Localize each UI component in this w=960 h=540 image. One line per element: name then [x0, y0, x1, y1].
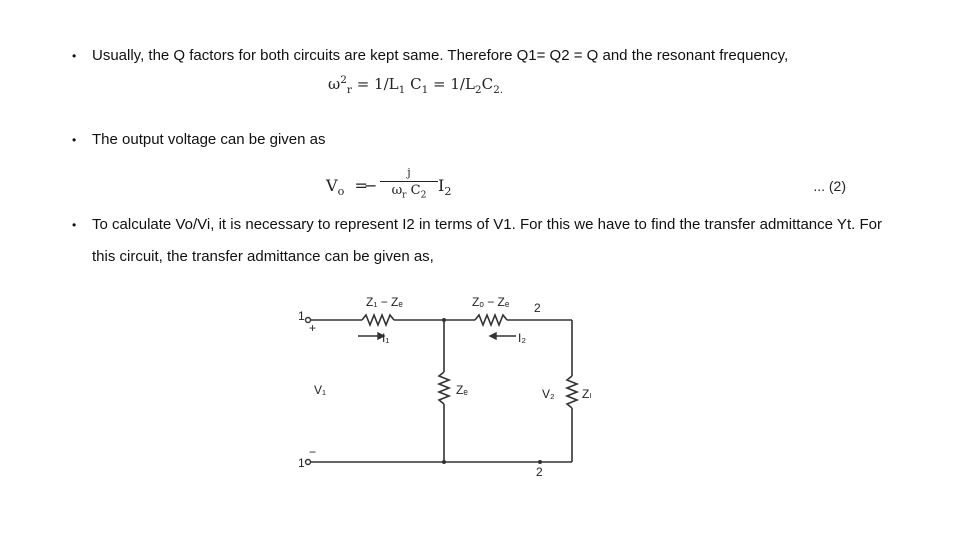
- eq2-i: I: [438, 176, 445, 195]
- bullet-3-text: To calculate Vo/Vi, it is necessary to represent I2 in terms of V1. For this we have to find the transfer admittance Yt. For this circuit, the transfer admittance can be given as,: [92, 216, 882, 265]
- label-node-1-top: 1: [298, 309, 305, 323]
- eq2-equals: =: [354, 176, 368, 195]
- label-node-2-bottom: 2: [536, 465, 543, 479]
- equation-number: ... (2): [813, 178, 846, 194]
- eq2-den-c: C: [406, 183, 421, 198]
- junction-bottom: [442, 460, 446, 464]
- eq2-fraction-bar: [380, 181, 438, 182]
- arrow-i2-head: [490, 333, 496, 339]
- bullet-1-text: Usually, the Q factors for both circuits are kept same. Therefore Q1= Q2 = Q and the resonant frequency,: [92, 47, 789, 64]
- eq1-omega: ω: [328, 75, 341, 93]
- label-z1: Z₁ − Zₑ: [366, 295, 403, 309]
- eq2-i-sub: 2: [444, 185, 452, 199]
- eq2-denominator: [380, 183, 438, 201]
- label-z2: Zₒ − Zₑ: [472, 295, 510, 309]
- label-i1: I₁: [382, 331, 390, 345]
- label-i2: I₂: [518, 331, 526, 345]
- resistor-zl: [567, 376, 577, 408]
- resonant-frequency-equation: [328, 74, 503, 96]
- eq1-c1: 1: [421, 84, 429, 96]
- eq1-l2: 2: [474, 84, 482, 96]
- eq1-sup: 2: [340, 74, 347, 86]
- eq1-l1: 1: [398, 84, 406, 96]
- bullet-dot: •: [72, 218, 77, 232]
- circuit-diagram: [290, 290, 610, 480]
- label-plus: +: [309, 321, 317, 335]
- resistor-zf: [439, 372, 449, 404]
- bullet-dot: •: [72, 133, 77, 147]
- eq2-den-omega: ω: [391, 183, 403, 198]
- bullet-dot: •: [72, 49, 77, 63]
- eq1-c2: 2.: [493, 84, 504, 96]
- junction-top: [442, 318, 446, 322]
- eq2-lhs: [326, 176, 368, 198]
- label-minus: −: [309, 445, 317, 459]
- eq1-c: C: [405, 75, 422, 93]
- resistor-z2: [475, 315, 507, 325]
- eq2-den-c-sub: 2: [420, 190, 427, 201]
- circuit-wires: [310, 315, 577, 462]
- terminal-1-bottom: [306, 460, 311, 465]
- eq1-sub: r: [346, 84, 352, 96]
- bullet-2-text: The output voltage can be given as: [92, 131, 326, 148]
- label-zf: Zₑ: [456, 383, 468, 397]
- label-node-1-bottom: 1: [298, 456, 305, 470]
- label-zl: Zₗ: [582, 387, 592, 401]
- eq2-minus: −: [364, 176, 378, 195]
- eq2-rhs: [438, 176, 451, 198]
- eq1-rest: = 1/L: [351, 75, 399, 93]
- eq2-v-sub: o: [337, 185, 345, 199]
- eq2-fraction: [380, 166, 438, 201]
- eq1-c2text: C: [481, 75, 494, 93]
- eq2-den-sub: r: [402, 190, 407, 201]
- resistor-z1: [362, 315, 394, 325]
- output-voltage-equation: [326, 166, 856, 206]
- label-v1: V₁: [314, 383, 327, 397]
- label-node-2-top: 2: [534, 301, 541, 315]
- eq2-numerator: j: [407, 166, 411, 179]
- eq2-v: V: [326, 176, 338, 195]
- eq1-mid: = 1/L: [428, 75, 475, 93]
- junction-bottom-right: [538, 460, 542, 464]
- label-v2: V₂: [542, 387, 555, 401]
